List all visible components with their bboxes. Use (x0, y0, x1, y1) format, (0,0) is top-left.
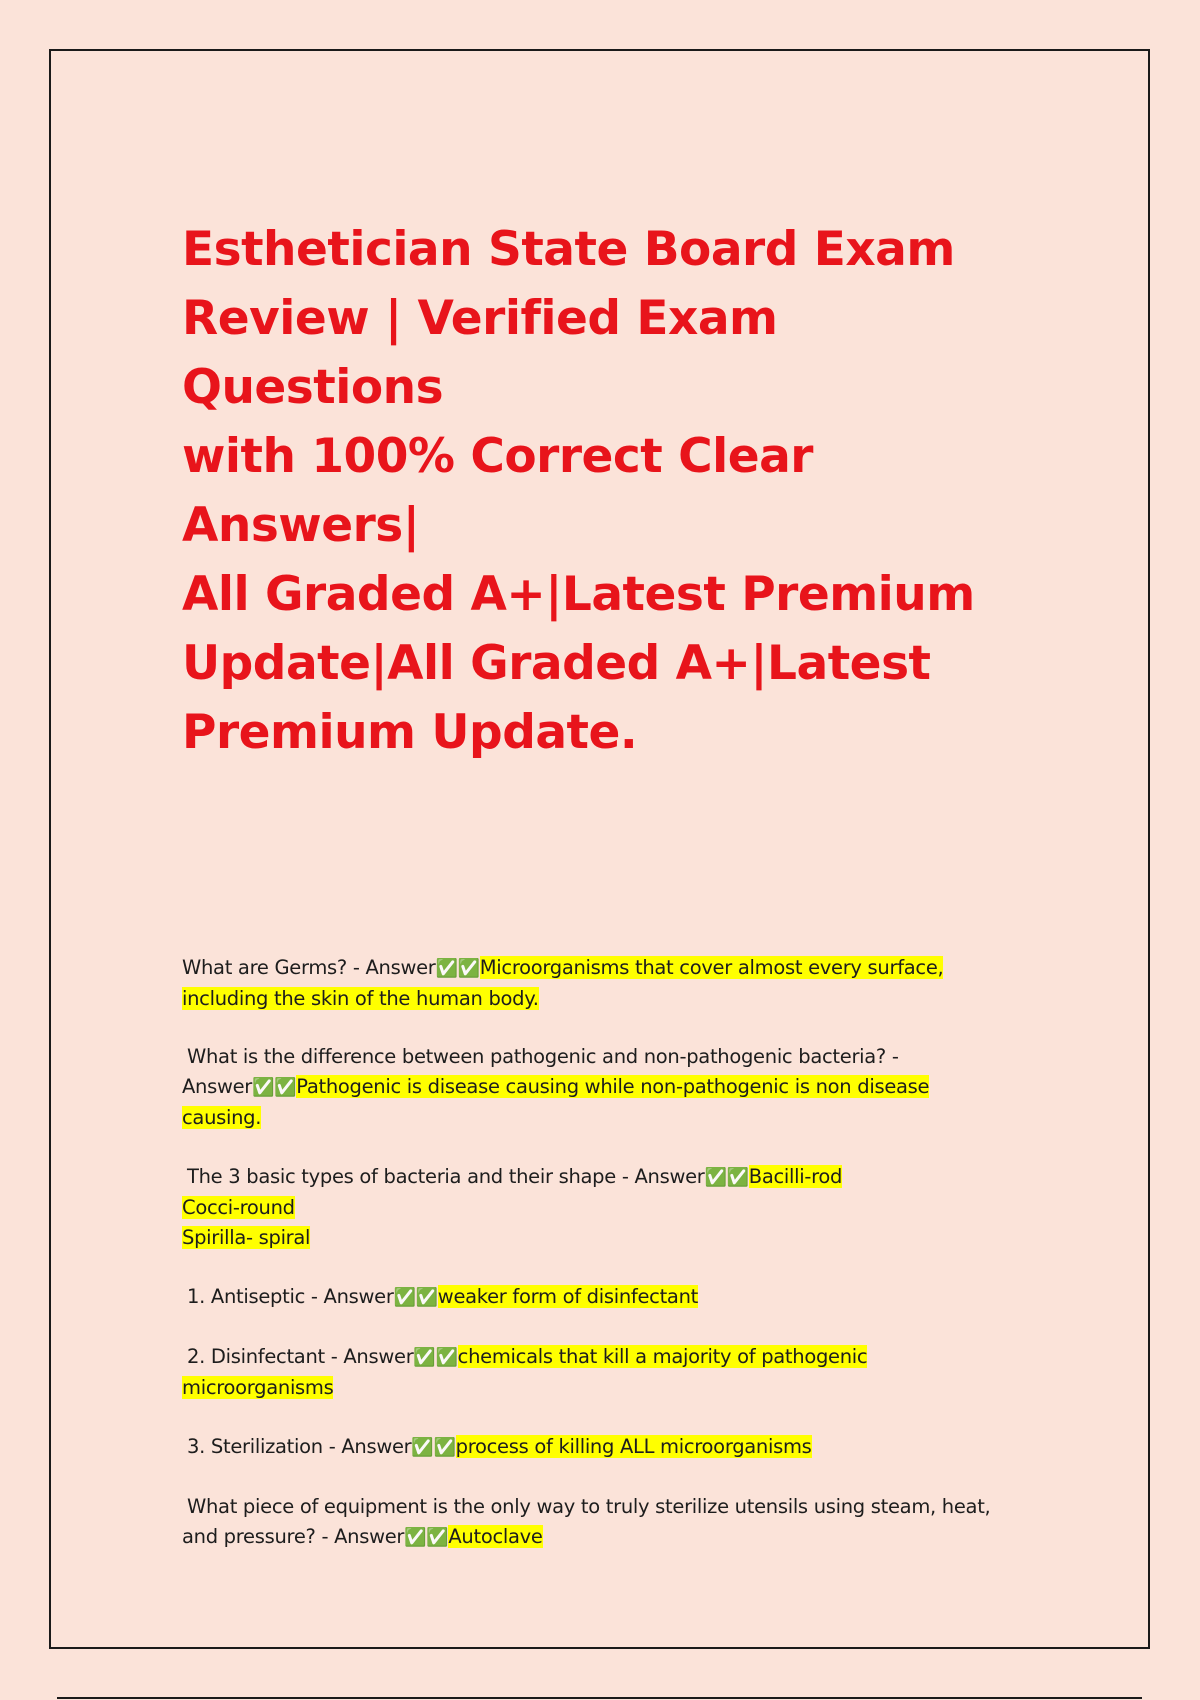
answer-text: causing. (182, 1106, 262, 1129)
question-text: 3. Sterilization - (187, 1435, 342, 1458)
qa-list (182, 953, 1042, 1553)
question-text: and pressure? - (182, 1525, 335, 1548)
answer-marker: Answer (365, 956, 436, 979)
bottom-divider (57, 1697, 1142, 1699)
title-line: Esthetician State Board Exam (182, 222, 955, 277)
question-text: What is the difference between pathogenic and non-pathogenic bacteria? - (187, 1045, 899, 1068)
title-line: with 100% Correct Clear Answers| (182, 429, 813, 553)
check-icon: ✅✅ (435, 958, 480, 979)
answer-text: Pathogenic is disease causing while non-pathogenic is non disease (296, 1075, 930, 1098)
answer-text: microorganisms (182, 1376, 334, 1399)
answer-marker: Answer (341, 1435, 412, 1458)
qa-item-autoclave (182, 1492, 1042, 1553)
check-icon: ✅✅ (704, 1167, 749, 1188)
check-icon: ✅✅ (411, 1437, 456, 1458)
document-title (182, 215, 1042, 767)
qa-item-sterilization (182, 1432, 1042, 1463)
title-line: Review | Verified Exam Questions (182, 291, 778, 415)
answer-marker: Answer (634, 1165, 705, 1188)
answer-text: including the skin of the human body. (182, 987, 539, 1010)
question-text: 2. Disinfectant - (187, 1345, 344, 1368)
answer-marker: Answer (343, 1345, 414, 1368)
answer-text: Microorganisms that cover almost every surface, (479, 956, 944, 979)
answer-text: Autoclave (448, 1525, 543, 1548)
answer-marker: Answer (182, 1075, 253, 1098)
check-icon: ✅✅ (252, 1077, 297, 1098)
qa-item-antiseptic (182, 1282, 1042, 1313)
qa-item-pathogenic (182, 1042, 1042, 1133)
answer-text: Bacilli-rod (748, 1165, 843, 1188)
title-line: All Graded A+|Latest Premium (182, 567, 975, 622)
check-icon: ✅✅ (413, 1347, 458, 1368)
qa-item-disinfectant (182, 1342, 1042, 1403)
qa-item-bacteria-types (182, 1162, 1042, 1253)
answer-marker: Answer (334, 1525, 405, 1548)
question-text: What piece of equipment is the only way to truly sterilize utensils using steam, heat, (187, 1495, 991, 1518)
answer-marker: Answer (323, 1285, 394, 1308)
qa-item-germs (182, 953, 1042, 1014)
title-line: Update|All Graded A+|Latest (182, 636, 931, 691)
answer-text: chemicals that kill a majority of pathogenic (457, 1345, 868, 1368)
question-text: 1. Antiseptic - (187, 1285, 324, 1308)
check-icon: ✅✅ (404, 1527, 449, 1548)
question-text: What are Germs? - (182, 956, 366, 979)
question-text: The 3 basic types of bacteria and their shape - (187, 1165, 635, 1188)
answer-text: Cocci-round (182, 1196, 295, 1219)
answer-text: process of killing ALL microorganisms (455, 1435, 812, 1458)
check-icon: ✅✅ (393, 1287, 438, 1308)
answer-text: weaker form of disinfectant (437, 1285, 698, 1308)
answer-text: Spirilla- spiral (182, 1226, 311, 1249)
title-line: Premium Update. (182, 705, 638, 760)
